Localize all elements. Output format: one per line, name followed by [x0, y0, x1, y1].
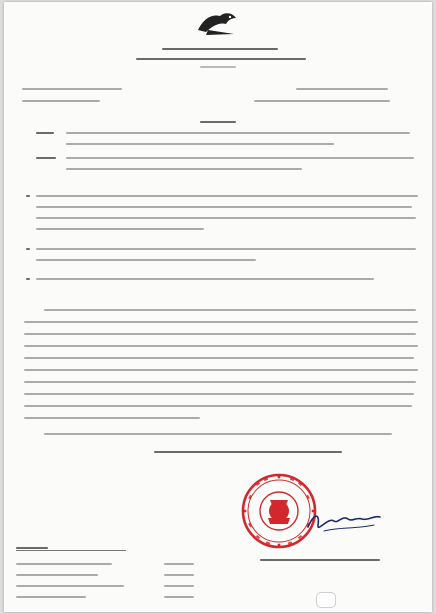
cc-copies-glyphs [164, 596, 194, 598]
to-line-1 [66, 132, 410, 134]
cc-list [14, 558, 204, 602]
cc-recipient-glyphs [16, 574, 98, 576]
signatory-name-glyphs [260, 559, 380, 561]
cc-divider [16, 550, 126, 551]
reference-line [36, 248, 416, 250]
reference-bullet [26, 248, 30, 250]
office-line-2-glyphs [22, 100, 100, 102]
cc-list-row [14, 591, 204, 602]
header-line-1-glyphs [162, 48, 278, 50]
body-line [24, 417, 200, 419]
cc-list-row [14, 558, 204, 569]
cc-copies-glyphs [164, 563, 194, 565]
signatory-title-glyphs [154, 451, 342, 453]
body-line [24, 333, 416, 335]
reference-bullet [26, 195, 30, 197]
body-line [24, 393, 414, 395]
header-line-2-glyphs [136, 58, 306, 60]
cc-title-glyphs [16, 547, 48, 549]
subject-line-1 [66, 157, 414, 159]
cc-copies-glyphs [164, 574, 194, 576]
chat-bubble-icon [316, 592, 336, 608]
cc-recipient-glyphs [16, 585, 124, 587]
closing-text-glyphs [44, 433, 392, 435]
reference-line [36, 195, 418, 197]
body-line [44, 309, 416, 311]
body-line [24, 381, 416, 383]
body-line [24, 369, 418, 371]
cc-list-row [14, 580, 204, 591]
office-line-1-glyphs [22, 88, 122, 90]
reference-bullet [26, 278, 30, 280]
handwritten-signature-icon [304, 507, 384, 537]
reference-line [36, 278, 374, 280]
to-line-2 [66, 143, 334, 145]
cc-copies-glyphs [164, 585, 194, 587]
reference-line [36, 228, 204, 230]
body-line [24, 405, 412, 407]
reference-line [36, 217, 416, 219]
document-date-glyphs [254, 100, 390, 102]
body-line [24, 357, 414, 359]
header-dash [200, 66, 236, 68]
body-line [24, 345, 418, 347]
reference-line [36, 259, 256, 261]
national-emblem-icon [194, 8, 240, 38]
cc-recipient-glyphs [16, 563, 112, 565]
to-label-glyphs [36, 132, 54, 134]
subject-line-2 [66, 168, 302, 170]
document-title-glyphs [200, 121, 236, 123]
body-line [24, 321, 418, 323]
subject-label-glyphs [36, 157, 56, 159]
cc-recipient-glyphs [16, 596, 86, 598]
document-page [4, 2, 432, 612]
reference-line [36, 206, 412, 208]
cc-list-row [14, 569, 204, 580]
reference-number-glyphs [296, 88, 388, 90]
